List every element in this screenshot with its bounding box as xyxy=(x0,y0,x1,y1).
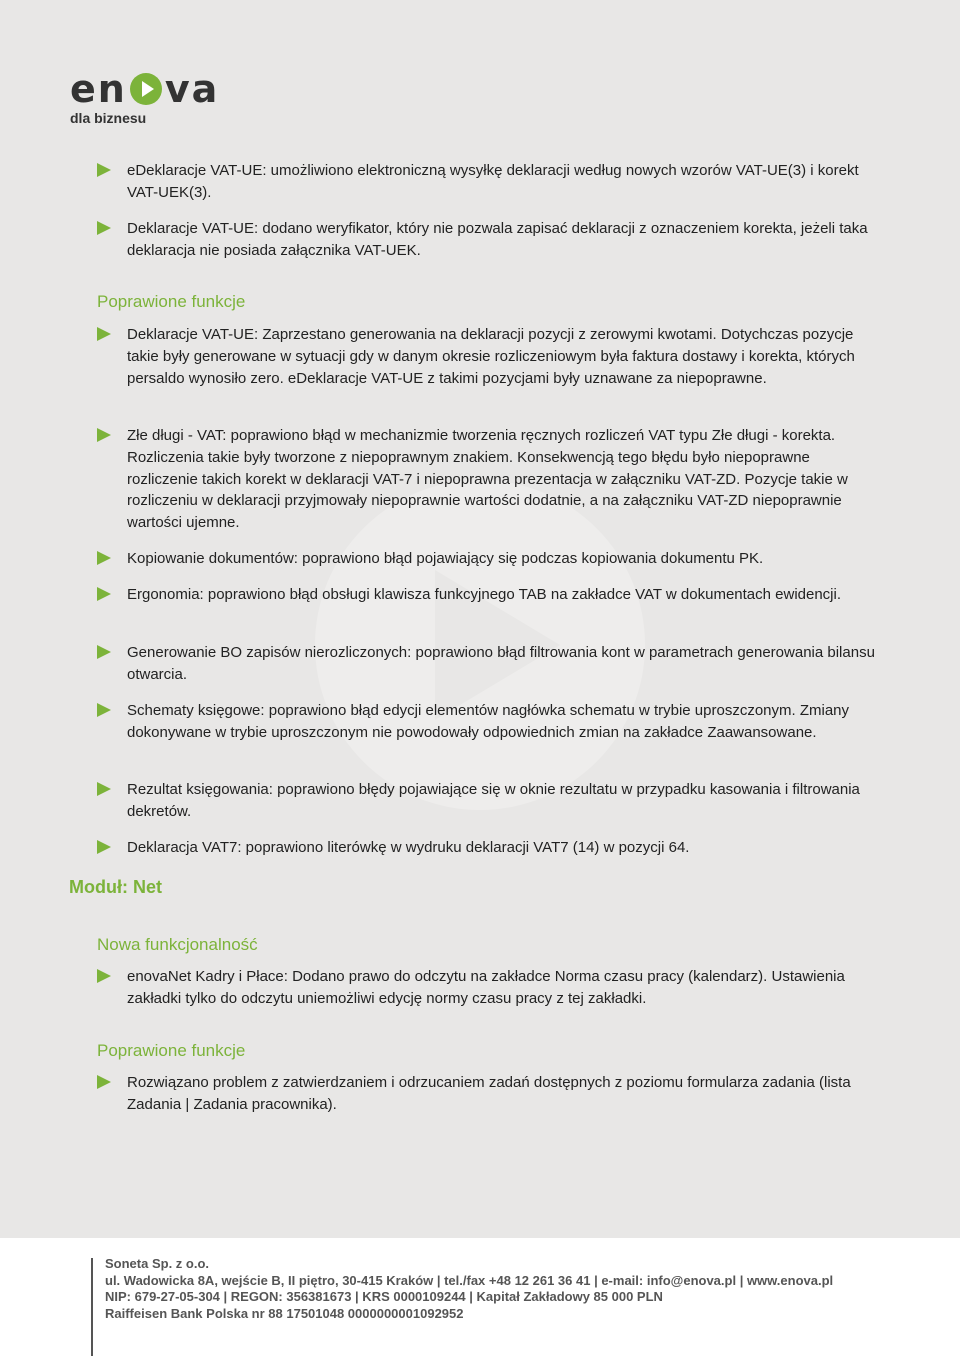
list-item-text: Rezultat księgowania: poprawiono błędy pojawiające się w oknie rezultatu w przypadku kasowania i filtrowania dekretów. xyxy=(127,781,860,820)
logo-tagline: dla biznesu xyxy=(70,110,147,126)
logo-wordmark xyxy=(70,67,220,111)
bullet-triangle-icon xyxy=(97,428,111,442)
list-item xyxy=(97,779,877,823)
list-item-text: eDeklaracje VAT-UE: umożliwiono elektroniczną wysyłkę deklaracji według nowych wzorów VAT-UE(3) i korekt VAT-UEK(3). xyxy=(127,162,859,201)
bullet-triangle-icon xyxy=(97,587,111,601)
footer-ids: NIP: 679-27-05-304 | REGON: 356381673 | KRS 0000109244 | Kapitał Zakładowy 85 000 PLN xyxy=(105,1289,663,1304)
list-item-text: Generowanie BO zapisów nierozliczonych: poprawiono błąd filtrowania kont w parametrach generowania bilansu otwarcia. xyxy=(127,644,875,683)
bullet-triangle-icon xyxy=(97,327,111,341)
bullet-triangle-icon xyxy=(97,221,111,235)
logo-text-pre: en xyxy=(70,67,127,111)
list-item xyxy=(97,548,877,570)
bullet-triangle-icon xyxy=(97,163,111,177)
list-item xyxy=(97,584,877,606)
list-item xyxy=(97,1072,877,1116)
list-item-text: Deklaracja VAT7: poprawiono literówkę w wydruku deklaracji VAT7 (14) w pozycji 64. xyxy=(127,839,690,856)
logo-text-post: va xyxy=(164,67,220,111)
module-heading: Moduł: Net xyxy=(69,877,162,897)
list-item xyxy=(97,642,877,686)
list-item-text: Kopiowanie dokumentów: poprawiono błąd pojawiający się podczas kopiowania dokumentu PK. xyxy=(127,550,764,567)
footer-bank: Raiffeisen Bank Polska nr 88 17501048 0000000001092952 xyxy=(105,1305,464,1321)
list-item xyxy=(97,160,877,204)
list-item xyxy=(97,966,877,1010)
list-item xyxy=(97,324,877,389)
footer-text xyxy=(105,1256,833,1322)
logo-play-icon xyxy=(129,72,163,106)
list-item-text: Rozwiązano problem z zatwierdzaniem i odrzucaniem zadań dostępnych z poziomu formularza zadania (lista Zadania | Zadania pracownika). xyxy=(127,1074,851,1113)
page-footer xyxy=(0,1238,960,1358)
section-heading: Poprawione funkcje xyxy=(97,292,246,311)
list-item-text: Deklaracje VAT-UE: dodano weryfikator, który nie pozwala zapisać deklaracji z oznaczeniem korekta, jeżeli taka deklaracja nie posiada załącznika VAT-UEK. xyxy=(127,220,868,259)
list-item xyxy=(97,837,877,859)
bullet-triangle-icon xyxy=(97,969,111,983)
list-item-text: enovaNet Kadry i Płace: Dodano prawo do odczytu na zakładce Norma czasu pracy (kalendarz). Ustawienia zakładki tylko do odczytu uniemożliwi edycję normy czasu pracy z tej zakładki. xyxy=(127,968,845,1007)
bullet-triangle-icon xyxy=(97,551,111,565)
section-heading: Poprawione funkcje xyxy=(97,1041,246,1060)
enova-logo xyxy=(70,67,220,126)
list-item-text: Schematy księgowe: poprawiono błąd edycji elementów nagłówka schematu w trybie uproszczonym. Zmiany dokonywane w trybie uproszczonym nie powodowały odpowiednich zmian na zakładce Zaawansowane. xyxy=(127,702,850,741)
footer-company: Soneta Sp. z o.o. xyxy=(105,1256,210,1271)
list-item xyxy=(97,425,877,534)
list-item-text: Ergonomia: poprawiono błąd obsługi klawisza funkcyjnego TAB na zakładce VAT w dokumentach ewidencji. xyxy=(127,586,842,603)
list-item-text: Deklaracje VAT-UE: Zaprzestano generowania na deklaracji pozycji z zerowymi kwotami. Dotychczas pozycje takie były generowane w sytuacji gdy w danym okresie rozliczeniowym była faktura dostawy i korekta, których persaldo wynosiło zero. eDeklaracje VAT-UE z takimi pozycjami były uznawane za niepoprawne. xyxy=(127,326,855,387)
list-item-text: Złe długi - VAT: poprawiono błąd w mechanizmie tworzenia ręcznych rozliczeń VAT typu Złe długi - korekta. Rozliczenia takie były tworzone z niepoprawnym znakiem. Konsekwencją tego błędu było niepoprawne rozliczenie takich korekt w deklaracji VAT-7 i niepoprawna prezentacja w załączniku VAT-ZD. Pozycje takie w rozliczeniu w deklaracji przyjmowały niepoprawnie wartości dodatnie, a na załączniku VAT-ZD niepoprawnie wartości ujemne. xyxy=(127,427,848,532)
section-heading: Nowa funkcjonalność xyxy=(97,935,258,954)
bullet-triangle-icon xyxy=(97,703,111,717)
bullet-triangle-icon xyxy=(97,840,111,854)
footer-address: ul. Wadowicka 8A, wejście B, II piętro, 30-415 Kraków | tel./fax +48 12 261 36 41 | e-mail: info@enova.pl | www.enova.pl xyxy=(105,1272,834,1288)
list-item xyxy=(97,218,877,262)
bullet-triangle-icon xyxy=(97,1075,111,1089)
bullet-triangle-icon xyxy=(97,782,111,796)
footer-divider xyxy=(91,1258,93,1356)
bullet-triangle-icon xyxy=(97,645,111,659)
list-item xyxy=(97,700,877,744)
